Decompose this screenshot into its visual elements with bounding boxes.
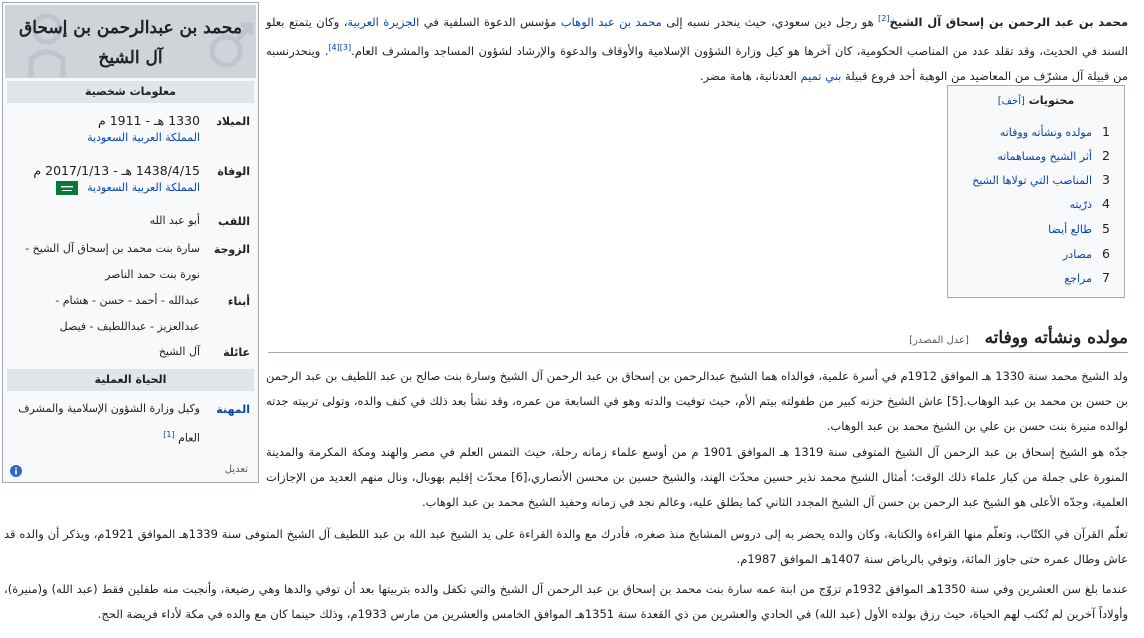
infobox-footer [7,459,254,481]
spouse-label: الزوجة [213,243,250,256]
saudi-flag-icon [56,181,78,195]
toc-item-label[interactable]: طالع أيضا [1048,223,1092,236]
section-paragraph-4: عندما بلغ سن العشرين وفي سنة 1350هـ الموافق 1932م تزوّج من ابنة عمه سارة بنت محمد بن إسحاق بن عبد الرحمن آل الشيخ والتي تكفل والده بتربيتها بعد أن توفي والدها وهي رضيعة، وأنجبت منه طفلين فقط (عبد الله) و(منيرة)، وأولاداً آخرين لم تُكتب لهم الحياة، حيث رزق بولده الأول (عبد الله) في الحادي والعشرين من ذي القعدة سنة 1351هـ الموافق الخامس والعشرين من مارس 1933م، وذلك حينما كان مع والده في مكة لأداء فريضة الحج. [4,582,1128,621]
occupation-ref[interactable]: [1] [163,430,175,439]
table-of-contents [684,85,1125,298]
birth-label: الميلاد [216,115,250,128]
ref-3[interactable]: [3] [339,42,352,52]
toc-item[interactable] [972,172,1110,187]
toc-header [948,94,1124,107]
section-edit-link[interactable]: [عدل المصدر] [909,335,969,346]
infobox-edit-link[interactable]: تعديل [224,464,248,475]
birth-date: 1330 هـ - 1911 م [97,113,200,128]
toc-title: محتويات [1028,94,1075,107]
toc-item-label[interactable]: أثر الشيخ ومساهماته [997,150,1092,163]
intro-text-5: العدنانية، هامة مضر. [699,68,797,83]
intro-text-4: . وينحدرنسبه من قبيلة آل مشرّف من المعاضيد من الوهبة أحد فروع قبيلة [266,43,1128,83]
family-value: آل الشيخ [158,345,200,358]
link-bani-tamim[interactable]: بني تميم [800,68,842,83]
spouse-value: سارة بنت محمد بن إسحاق آل الشيخ - نورة بنت حمد الناصر [25,242,200,281]
section-paragraph-1: ولد الشيخ محمد سنة 1330 هـ الموافق 1912م في أسرة علمية، فوالداه هما الشيخ عبدالرحمن بن إسحاق بن عبد الرحمن آل الشيخ وسارة بنت صالح بن عبد اللطيف بن عبد الرحمن بن حسن بن محمد بن عبد الوهاب.[5] عاش الشيخ حزنه كبير من طفولته بيتم الأم، حيث توفيت والدته وهو في السابعة من عمره، وقد نشأ بعد ذلك في كنف والده، وتولى تربيته جدته لوالده منيرة بنت حسن بن علي بن الشيخ محمد بن عبد الوهاب. [266,369,1129,433]
toc-item-label[interactable]: ذرّيته [1069,198,1092,211]
section-paragraph-3: تعلّم القرآن في الكتّاب، وتعلّم منها القراءة والكتابة، وكان والده يحضر به إلى دروس المشايخ منذ صغره، فأدرك مع والدة القراءة على يد الشيخ عبد الله بن عبد اللطيف آل الشيخ المتوفى سنة 1339هـ الموافق 1921م، ويذكر أن والده قد عاش وطال عمره حتى جاوز المائة، وتوفي بالرياض سنة 1407هـ الموافق 1987م. [4,527,1128,566]
occupation-value [11,396,200,452]
toc-item-number: 4 [1102,196,1110,211]
toc-item-number: 2 [1102,148,1110,163]
occupation-label-link[interactable]: المهنة [216,403,250,416]
section-paragraph-2: جدّه هو الشيخ إسحاق بن عبد الرحمن آل الشيخ المتوفى سنة 1319 هـ الموافق 1901 م من أوسع علماء زمانه رحلة، حيث التمس العلم في مصر والهند ومكة المكرمة والمدينة المنورة على جملة من كبار علماء ذلك الوقت؛ أمثال الشيخ محمد نذير حسين محدّث الهند، والشيخ حسين بن محسن الأنصاري،[6] محدّث إقليم بهوبال، ونال منهم العديد من الإجازات العلمية، وجدّه الأعلى هو الشيخ عبد الرحمن بن حسن آل الشيخ المجدد الثاني كما يطلق عليه، وعالم نجد في زمانه وحفيد الشيخ محمد بن عبد الوهاب. [266,445,1128,509]
toc-item[interactable] [1000,124,1110,139]
toc-item[interactable] [1048,221,1110,236]
toc-item-number: 7 [1102,270,1110,285]
ref-2[interactable]: [2] [878,14,890,23]
infobox-title: محمد بن عبدالرحمن بن إسحاق آل الشيخ [19,18,242,68]
section-heading [268,328,1128,353]
toc-item-number: 5 [1102,221,1110,236]
infobox-header [5,5,256,78]
toc-item-label[interactable]: مولده ونشأته ووفاته [999,126,1092,139]
toc-item-number: 1 [1102,124,1110,139]
nickname-label: اللقب [218,215,250,228]
section-personal-info: معلومات شخصية [7,81,254,103]
toc-item[interactable] [1063,246,1110,261]
intro-text-3: ، وكان يتمتع بعلو السند في الحديث، وقد تقلد عدد من المناصب الحكومية، كان آخرها هو كيل وزارة الشؤون الإسلامية والأوقاف والدعوة والإرشاد لشؤون المساجد والمشرف العام. [266,14,1128,58]
occupation-text: وكيل وزارة الشؤون الإسلامية والمشرف العام [18,402,200,445]
children-label: أبناء [227,295,250,308]
info-circle-icon[interactable] [10,465,22,477]
death-label: الوفاة [217,165,250,178]
intro-paragraph [266,6,1128,89]
ref-4[interactable]: [4] [328,42,340,52]
toc-item-label[interactable]: مراجع [1064,272,1092,285]
toc-item[interactable] [1070,196,1111,211]
toc-box [947,85,1125,298]
nickname-value: أبو عبد الله [149,214,200,227]
toc-item[interactable] [1064,270,1110,285]
infobox [2,2,259,483]
link-mhd-abdulwahhab[interactable]: محمد بن عبد الوهاب [560,14,662,29]
death-place-link[interactable]: المملكة العربية السعودية [87,181,200,194]
family-label: عائلة [223,346,250,359]
intro-text-2: مؤسس الدعوة السلفية في [423,14,557,29]
toc-item-label[interactable]: المناصب التي تولاها الشيخ [972,174,1092,187]
toc-item[interactable] [997,148,1110,163]
intro-text-1: هو رجل دين سعودي، حيث ينحدر نسبه إلى [666,14,874,29]
death-value [11,158,200,196]
birth-value [11,108,200,146]
article-subject-name: محمد بن عبد الرحمن بن إسحاق آل الشيخ [889,14,1129,29]
section-career: الحياة العملية [7,369,254,391]
toc-item-number: 6 [1102,246,1110,261]
toc-item-label[interactable]: مصادر [1063,248,1092,261]
toc-item-number: 3 [1102,172,1110,187]
section-heading-title: مولده ونشأته ووفاته [984,328,1128,348]
children-value: عبدالله - أحمد - حسن - هشام - عبدالعزيز - عبداللطيف - فيصل [55,294,200,333]
link-arabian-peninsula[interactable]: الجزيرة العربية [347,14,420,29]
death-date: 1438/4/15 هـ - 2017/1/13 م [33,163,200,178]
toc-hide-toggle[interactable]: [أخف] [997,96,1025,107]
birth-place-link[interactable]: المملكة العربية السعودية [87,131,200,144]
